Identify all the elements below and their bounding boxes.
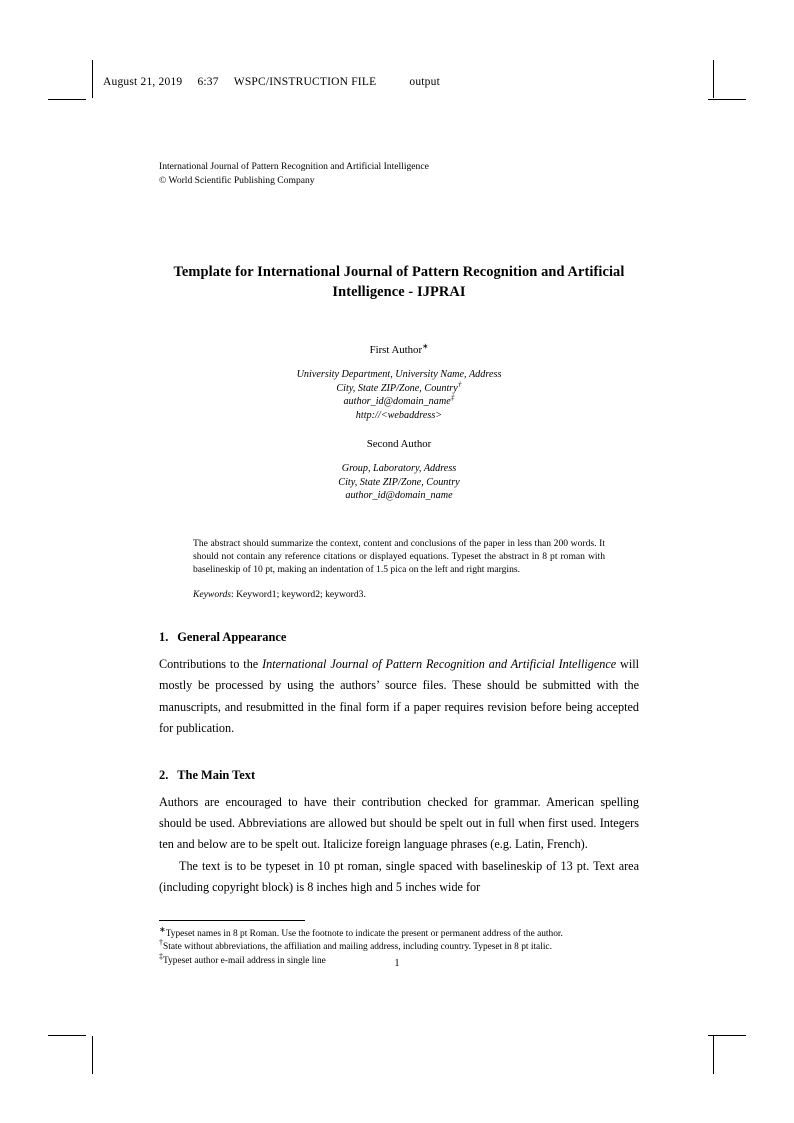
- authors-block: [159, 342, 639, 503]
- abstract-text: The abstract should summarize the context, content and conclusions of the paper in less than 200 words. It should not contain any reference citations or displayed equations. Typeset the abstract in 8 pt roman with baselineskip of 10 pt, making an indentation of 1.5 pica on the left and right margins.: [193, 537, 605, 576]
- author-name-1-footnote-mark: ∗: [422, 341, 429, 351]
- author-name-2: [159, 436, 639, 453]
- footnote-rule: [159, 920, 305, 921]
- crop-mark-bottom-left-h: [48, 1035, 86, 1036]
- author-name-1: [159, 342, 639, 359]
- running-head-time: 6:37: [197, 76, 219, 88]
- footnote-1: [159, 924, 639, 940]
- page-canvas: [103, 60, 691, 990]
- author-email-1-footnote-mark: ‡: [450, 392, 455, 402]
- footnote-1-mark: ∗: [159, 924, 166, 934]
- running-head: [103, 76, 691, 88]
- copyright-line: [159, 174, 639, 188]
- author-web-1: http://<webaddress>: [355, 409, 443, 421]
- page-number: 1: [394, 958, 400, 969]
- crop-mark-bottom-left-v: [92, 1036, 93, 1074]
- crop-mark-top-left-v: [92, 60, 93, 98]
- author-email-1: [159, 392, 639, 409]
- keywords-line: [193, 588, 605, 601]
- author-name-1-text: First Author: [369, 344, 423, 356]
- run-italic: International Journal of Pattern Recognition and Artificial Intelligence: [262, 657, 617, 672]
- section-heading-2: [159, 766, 639, 784]
- page-title: Template for International Journal of Pattern Recognition and Artificial Intelligence - IJPRAI: [173, 264, 625, 300]
- author-affiliation-1b: [159, 379, 639, 396]
- footnote-3-text: Typeset author e-mail address in single line: [163, 955, 326, 966]
- author-affiliation-1b-text: City, State ZIP/Zone, Country: [336, 382, 458, 394]
- author-affiliation-1b-footnote-mark: †: [457, 379, 462, 389]
- journal-name: International Journal of Pattern Recognition and Artificial Intelligence: [159, 161, 429, 172]
- section-title-2: The Main Text: [177, 767, 256, 782]
- crop-mark-top-right-v: [713, 60, 714, 98]
- authors-separator: [159, 422, 639, 436]
- running-head-output: output: [409, 76, 440, 88]
- author-email-1-text: author_id@domain_name: [343, 396, 451, 407]
- running-head-file: WSPC/INSTRUCTION FILE: [233, 76, 377, 88]
- section-2-paragraph-1: Authors are encouraged to have their contribution checked for grammar. American spelling should be used. Abbreviations are allowed but should be spelt out in full when first used. Integers ten and below are to be spelt out. Italicize foreign language phrases (e.g. Latin, French).: [159, 794, 639, 852]
- run-plain: will mostly be processed by using the authors’ source files. These should be submitted with the manuscripts, and resubmitted in the final form if a paper requires revision before being accepted for publication.: [159, 657, 640, 735]
- copyright-text: World Scientific Publishing Company: [168, 175, 315, 186]
- author-affiliation-2b: City, State ZIP/Zone, Country: [338, 476, 460, 488]
- footnote-2-text: State without abbreviations, the affiliation and mailing address, including country. Typeset in 8 pt italic.: [163, 942, 552, 953]
- crop-mark-bottom-right-v: [713, 1036, 714, 1074]
- author-name-2-text: Second Author: [366, 438, 432, 450]
- section-1-paragraph-1: [159, 654, 639, 739]
- crop-mark-top-right-h: [708, 99, 746, 100]
- page-content: [159, 160, 639, 968]
- keywords-value: : Keyword1; keyword2; keyword3.: [231, 588, 366, 600]
- footnote-2-mark: †: [159, 938, 163, 948]
- crop-mark-top-left-h: [48, 99, 86, 100]
- section-heading-1: [159, 628, 639, 646]
- footnote-1-text: Typeset names in 8 pt Roman. Use the footnote to indicate the present or permanent address of the author.: [165, 928, 563, 939]
- section-title-1: General Appearance: [177, 630, 287, 645]
- section-number-1: 1.: [159, 630, 169, 645]
- footnote-2: [159, 938, 639, 953]
- section-number-2: 2.: [159, 767, 169, 782]
- run-plain: Contributions to the: [159, 657, 263, 672]
- copyright-symbol: ©: [159, 175, 167, 186]
- footnote-3-mark: ‡: [159, 951, 163, 961]
- running-head-date: August 21, 2019: [103, 76, 183, 88]
- section-2-paragraph-2: The text is to be typeset in 10 pt roman, single spaced with baselineskip of 13 pt. Text area (including copyright block) is 8 inches high and 5 inches wide for: [159, 858, 639, 894]
- author-affiliation-2a: Group, Laboratory, Address: [341, 463, 457, 474]
- keywords-label: Keywords: [193, 588, 232, 600]
- author-affiliation-1a: University Department, University Name, Address: [296, 369, 502, 380]
- author-email-2: author_id@domain_name: [345, 490, 453, 501]
